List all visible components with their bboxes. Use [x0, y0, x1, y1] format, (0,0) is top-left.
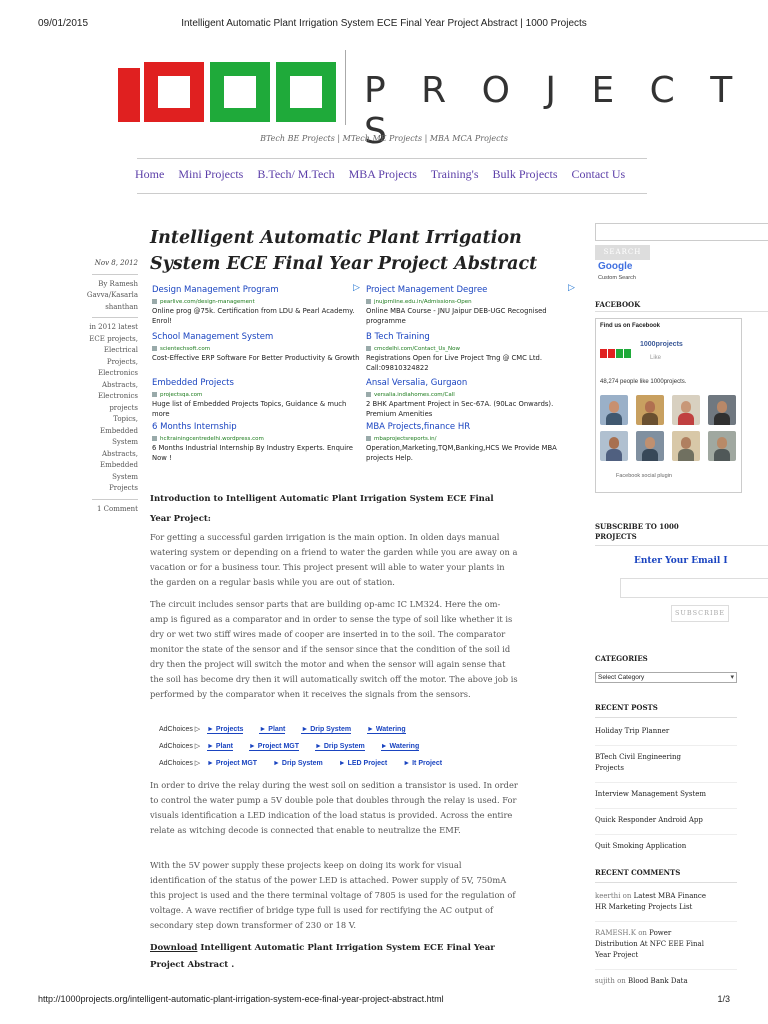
recent-comment: sujith on Blood Bank Data — [595, 977, 688, 985]
ad-headline[interactable]: Ansal Versalia, Gurgaon — [366, 378, 468, 388]
logo-wordmark: P R O J E C T S — [364, 70, 745, 152]
post-title: Intelligent Automatic Plant Irrigation System ECE Final Year Project Abstract — [150, 228, 538, 274]
ad-description: 2 BHK Apartment Project in Sec-67A. (90Lac Onwards). Premium Amenities — [366, 400, 554, 418]
ad-description: Operation,Marketing,TQM,Banking,HCS We Provide MBA projects Help. — [366, 444, 557, 462]
fb-like-count: 48,274 people like 1000projects. — [600, 379, 687, 385]
avatar[interactable] — [636, 395, 664, 425]
ad-headline[interactable]: B Tech Training — [366, 332, 430, 342]
fb-page-name[interactable]: 1000projects — [640, 341, 683, 348]
download-link[interactable]: Download — [150, 943, 198, 953]
ad-headline[interactable]: Embedded Projects — [152, 378, 234, 388]
download-line — [150, 940, 520, 974]
nav-mini-projects[interactable]: Mini Projects — [178, 167, 244, 181]
recent-posts-heading: RECENT POSTS — [595, 703, 658, 712]
nav-mba-projects[interactable]: MBA Projects — [348, 167, 417, 181]
ad-description: Online prog @75k. Certification from LDU & Pearl Academy. Enrol! — [152, 307, 355, 325]
logo-digit-one — [118, 68, 140, 122]
recent-post-link[interactable]: Interview Management System — [595, 790, 707, 798]
ad-keyword-link[interactable]: ► Watering — [380, 743, 420, 750]
ad-url: scientechsoft.com — [160, 346, 211, 352]
ad-description: Cost-Effective ERP Software For Better Productivity & Growth — [152, 354, 360, 362]
nav-bulk-projects[interactable]: Bulk Projects — [492, 167, 558, 181]
ad-favicon-icon — [152, 346, 157, 351]
intro-heading: Introduction to Intelligent Automatic Plant Irrigation System ECE Final Year Project: — [150, 494, 494, 524]
ad-url: hcltrainingcentredelhi.wordpress.com — [160, 436, 264, 442]
ad-keyword-link[interactable]: ► Project MGT — [248, 743, 300, 750]
recent-post-link[interactable]: BTech Civil Engineering Projects — [595, 753, 682, 772]
logo-zero-green-1 — [210, 62, 270, 122]
email-field[interactable] — [620, 578, 768, 598]
logo-zero-green-2 — [276, 62, 336, 122]
ad-unit[interactable] — [366, 378, 576, 419]
ad-description: Registrations Open for Live Project Trng @ CMC Ltd. Call:09810324822 — [366, 354, 542, 372]
site-tagline: BTech BE Projects | MTech ME Projects | MBA MCA Projects — [260, 134, 508, 143]
ad-headline[interactable]: 6 Months Internship — [152, 422, 237, 432]
print-title: Intelligent Automatic Plant Irrigation System ECE Final Year Project Abstract | 1000 Projects — [181, 18, 587, 29]
ad-unit[interactable] — [366, 285, 576, 326]
avatar[interactable] — [708, 431, 736, 461]
ad-url: pearlive.com/design-management — [160, 299, 255, 305]
page-number: 1/3 — [717, 994, 730, 1004]
ad-keyword-link[interactable]: ► LED Project — [338, 760, 388, 767]
comment-author[interactable]: RAMESH.K — [595, 929, 636, 937]
ad-url: mbaprojectsreports.in/ — [374, 436, 437, 442]
ad-description: Online MBA Course - JNU Jaipur DEB-UGC Recognised programme — [366, 307, 547, 325]
avatar[interactable] — [636, 431, 664, 461]
recent-post-link[interactable]: Quick Responder Android App — [595, 816, 703, 824]
avatar[interactable] — [672, 431, 700, 461]
recent-post-link[interactable]: Holiday Trip Planner — [595, 727, 670, 735]
post-paragraph: For getting a successful garden irrigation is the main option. In olden days manual watering system or depending on a friend to water the garden while you are away on a vacation or for a business tour. This project present will able to water your plants in the garden on a regular basis while you are out of station. — [150, 532, 518, 587]
ad-link-row — [159, 725, 420, 733]
ad-url: versalia.indiahomes.com/Call — [374, 392, 455, 398]
facebook-widget — [595, 318, 742, 493]
custom-search-label: Custom Search — [598, 275, 636, 281]
ad-choices-label[interactable]: AdChoices ▷ — [159, 760, 201, 767]
recent-comments-heading: RECENT COMMENTS — [595, 868, 681, 877]
nav-trainings[interactable]: Training's — [430, 167, 479, 181]
ad-favicon-icon — [152, 299, 157, 304]
ad-unit[interactable] — [152, 378, 362, 419]
ad-keyword-link[interactable]: ► Watering — [367, 726, 406, 733]
email-prompt: Enter Your Email I — [634, 556, 728, 566]
recent-post-link[interactable]: Quit Smoking Application — [595, 842, 687, 850]
ad-keyword-link[interactable]: ► Drip System — [301, 726, 352, 733]
ad-favicon-icon — [366, 346, 371, 351]
ad-link-row — [159, 742, 433, 750]
ad-description: Huge list of Embedded Projects Topics, Guidance & much more — [152, 400, 347, 418]
ad-unit[interactable] — [152, 332, 362, 364]
post-categories[interactable]: in 2012 latest ECE projects, Electrical Projects, Electronics Abstracts, Electronics projects Topics, Embedded System Abstracts, Embedded System Projects — [89, 323, 138, 492]
ad-keyword-link[interactable]: ► Plant — [206, 743, 233, 750]
search-button[interactable]: SEARCH — [595, 245, 650, 260]
ad-favicon-icon — [366, 436, 371, 441]
post-paragraph: The circuit includes sensor parts that are building op-amc IC LM324. Here the om-amp is figured as a comparator and in order to sense the type of soil like whether it is dry or wet two stiff wires made of cooper are inserted in to the soil. The comparator monitor the state of the sensor and if the sensor since that the condition of the soil id dry then the project will switch the motor and when the sensor will again sense that the soil has become dry then it will automatically switch off the motor. The above job is performed by the comparator when it receives the signals from the sensors. — [150, 599, 518, 699]
ad-favicon-icon — [152, 436, 157, 441]
comment-post-link[interactable]: Blood Bank Data — [628, 977, 688, 985]
ad-choices-label[interactable]: AdChoices ▷ — [159, 743, 201, 750]
nav-btech-mtech[interactable]: B.Tech/ M.Tech — [257, 167, 335, 181]
comment-post-link[interactable]: Latest MBA Finance HR Marketing Projects List — [595, 892, 706, 911]
ad-choices-label[interactable]: AdChoices ▷ — [159, 726, 201, 733]
ad-headline[interactable]: MBA Projects,finance HR — [366, 422, 471, 432]
download-text: Intelligent Automatic Plant Irrigation System ECE Final Year Project Abstract . — [150, 943, 495, 970]
post-paragraph: With the 5V power supply these projects keep on doing its work for visual identification of the status of the power LED is attached. Power supply of 5V, 750mA this project is used and the there terminal voltage of 7805 is used for the regulation of voltage. A wave rectifier of bridge type full is used for rectifying the AC output of secondary step down transformer of 230 or 18 V. — [150, 860, 516, 930]
subscribe-heading: SUBSCRIBE TO 1000 PROJECTS — [595, 522, 679, 541]
ad-keyword-link[interactable]: ► Plant — [259, 726, 286, 733]
post-date: Nov 8, 2012 — [94, 259, 138, 267]
ad-unit[interactable] — [152, 285, 362, 326]
nav-bottom-divider — [137, 193, 647, 194]
print-date: 09/01/2015 — [38, 18, 89, 29]
nav-top-divider — [137, 158, 647, 159]
ad-unit[interactable] — [366, 332, 576, 373]
ad-choices-icon[interactable]: ▷ — [568, 283, 575, 293]
logo-divider — [345, 50, 346, 125]
comment-author[interactable]: sujith — [595, 977, 615, 985]
ad-unit[interactable] — [366, 422, 576, 463]
comment-author[interactable]: keerthi — [595, 892, 621, 900]
category-select[interactable]: Select Category ▾ — [595, 672, 737, 683]
ad-favicon-icon — [366, 299, 371, 304]
avatar[interactable] — [708, 395, 736, 425]
avatar[interactable] — [600, 431, 628, 461]
ad-keyword-link[interactable]: ► Drip System — [273, 760, 323, 767]
fb-social-plugin-label: Facebook social plugin — [616, 473, 672, 479]
ad-favicon-icon — [366, 392, 371, 397]
ad-favicon-icon — [152, 392, 157, 397]
ad-keyword-link[interactable]: ► Projects — [206, 726, 244, 733]
ad-description: 6 Months Industrial Internship By Industry Experts. Enquire Now ! — [152, 444, 353, 462]
post-paragraph: In order to drive the relay during the west soil on sedition a transistor is used. In order to control the water pump a 5V double pole that doubles through the relay is used. For visuals identification a LED indication of the load status is provided. Across the entire relate as witching decode is connected that enable to neutralize the EMF. — [150, 780, 518, 835]
categories-heading: CATEGORIES — [595, 654, 648, 663]
ad-unit[interactable] — [152, 422, 362, 463]
ad-headline[interactable]: Design Management Program — [152, 285, 279, 295]
facebook-heading: FACEBOOK — [595, 300, 641, 309]
comment-post-link[interactable]: Power Distribution At NFC EEE Final Year Project — [595, 929, 704, 959]
fb-find-us[interactable]: Find us on Facebook — [600, 323, 661, 329]
logo-zero-red — [144, 62, 204, 122]
post-author[interactable]: By Ramesh Gavva/Kasarla shanthan — [86, 279, 138, 311]
subscribe-button[interactable]: SUBSCRIBE — [671, 605, 729, 622]
avatar[interactable] — [600, 395, 628, 425]
google-logo: Google — [598, 261, 633, 272]
recent-comment: keerthi on Latest MBA Finance HR Marketing Projects List — [595, 892, 706, 911]
ad-keyword-link[interactable]: ► Drip System — [314, 743, 365, 750]
ad-keyword-link[interactable]: ► Project MGT — [206, 760, 258, 767]
recent-posts-list — [595, 726, 710, 852]
fb-page-logo[interactable] — [600, 343, 635, 355]
recent-comments-list — [595, 891, 710, 987]
post-comments-link[interactable]: 1 Comment — [97, 504, 138, 513]
nav-contact-us[interactable]: Contact Us — [571, 167, 626, 181]
main-nav — [135, 167, 636, 182]
ad-headline[interactable]: Project Management Degree — [366, 285, 488, 295]
recent-comment: RAMESH.K on Power Distribution At NFC EEE Final Year Project — [595, 929, 704, 959]
avatar[interactable] — [672, 395, 700, 425]
ad-headline[interactable]: School Management System — [152, 332, 274, 342]
ad-link-row — [159, 759, 456, 767]
nav-home[interactable]: Home — [135, 167, 165, 181]
ad-choices-icon[interactable]: ▷ — [353, 283, 360, 293]
ad-url: jnujprnline.edu.in/Admissions-Open — [374, 299, 472, 305]
search-input[interactable] — [595, 223, 768, 241]
ad-url: projectsqa.com — [160, 392, 203, 398]
ad-url: cmcdelhi.com/Contact_Us_Now — [374, 346, 460, 352]
print-url: http://1000projects.org/intelligent-automatic-plant-irrigation-system-ece-final-year-project-abstract.html — [38, 994, 444, 1004]
fb-like-button[interactable]: Like — [650, 355, 662, 361]
ad-keyword-link[interactable]: ► It Project — [403, 760, 443, 767]
post-meta — [86, 258, 138, 515]
